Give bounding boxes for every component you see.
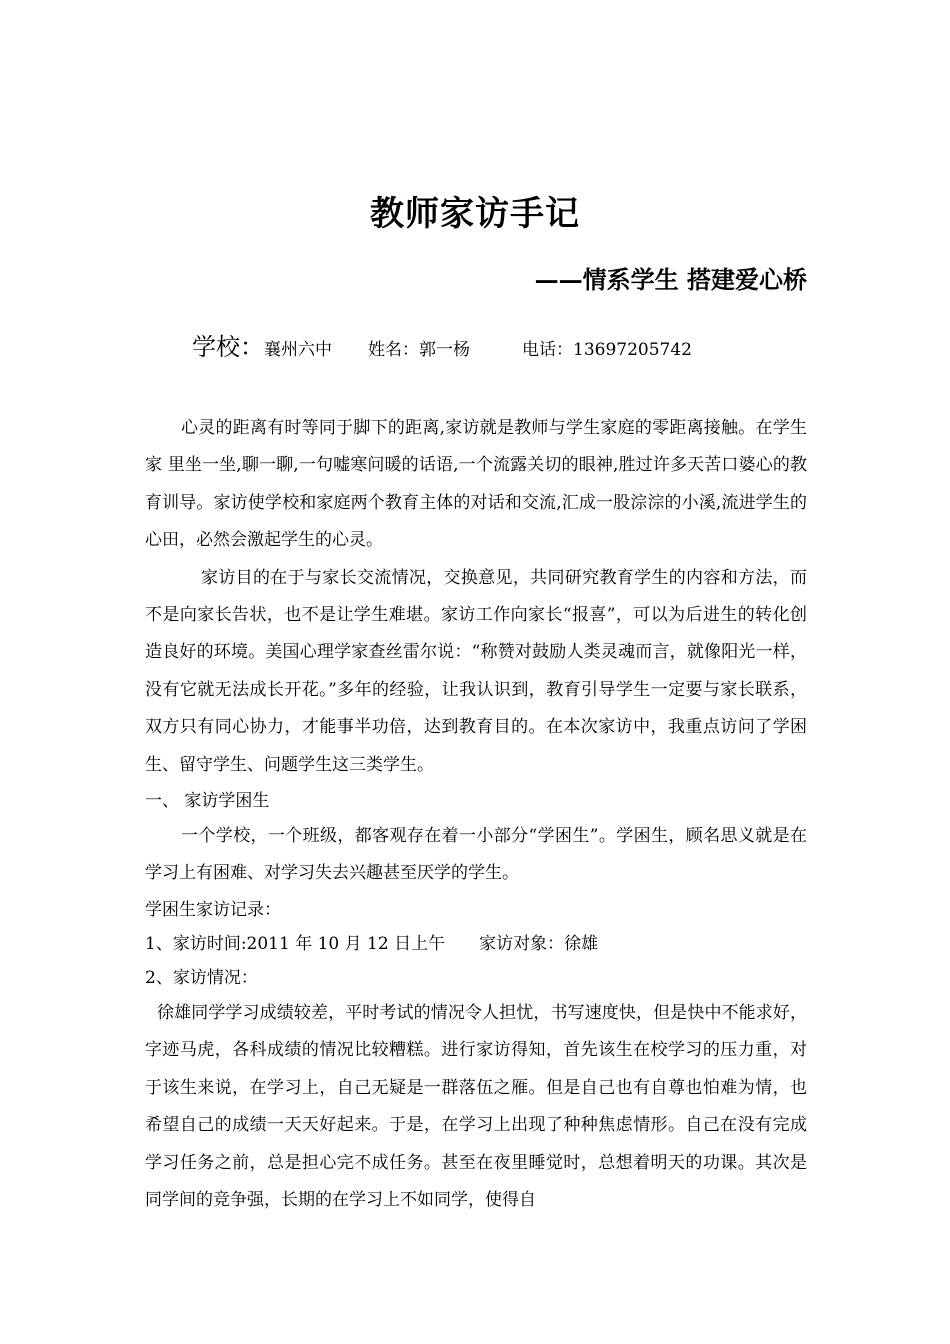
- record-heading: 学困生家访记录：: [145, 899, 281, 920]
- paragraph-purpose: 家访目的在于与家长交流情况，交换意见，共同研究教育学生的内容和方法，而不是向家长告状，也不是让学生难堪。家访工作向家长“报喜”，可以为后进生的转化创造良好的环境。美国心理学家查丝雷尔说：“称赞对鼓励人类灵魂而言，就像阳光一样，没有它就无法成长开花。”多年的经验，让我认识到，教育引导学生一定要与家长联系，双方只有同心协力，才能事半功倍，达到教育目的。在本次家访中，我重点访问了学困生、留守学生、问题学生这三类学生。: [145, 567, 807, 775]
- paragraph-visit-details: 徐雄同学学习成绩较差，平时考试的情况令人担忧，书写速度快，但是快中不能求好，字迹马虎，各科成绩的情况比较糟糕。进行家访得知，首先该生在校学习的压力重，对于该生来说，在学习上，自己无疑是一群落伍之雁。但是自己也有自尊也怕难为情，也希望自己的成绩一天天好起来。于是，在学习上出现了种种焦虑情形。自己在没有完成学习任务之前，总是担心完不成任务。甚至在夜里睡觉时，总想着明天的功课。其次是同学间的竞争强，长期的在学习上不如同学，使得自: [145, 1002, 807, 1210]
- school-value: 襄州六中: [264, 340, 332, 360]
- author-info-line: [192, 330, 692, 367]
- document-subtitle: ——情系学生 搭建爱心桥: [534, 265, 807, 294]
- paragraph-intro: 心灵的距离有时等同于脚下的距离,家访就是教师与学生家庭的零距离接触。在学生家 里坐一坐,聊一聊,一句嘘寒问暖的话语,一个流露关切的眼神,胜过许多天苦口婆心的教育训导。家访使学校和家庭两个教育主体的对话和交流,汇成一股淙淙的小溪,流进学生的心田，必然会激起学生的心灵。: [145, 418, 807, 551]
- school-label: 学校：: [192, 333, 264, 361]
- document-body: [145, 410, 807, 1219]
- phone-label: 电话：: [522, 340, 573, 360]
- record-item-2: 2、家访情况：: [145, 967, 258, 988]
- name-label: 姓名：: [368, 340, 419, 360]
- phone-value: 13697205742: [573, 340, 692, 360]
- section-heading-1: 一、 家访学困生: [145, 791, 270, 812]
- record-item-1: 1、家访时间:2011 年 10 月 12 日上午 家访对象：徐雄: [145, 933, 599, 954]
- name-value: 郭一杨: [419, 340, 470, 360]
- document-title: 教师家访手记: [370, 194, 580, 234]
- paragraph-struggling-students: 一个学校，一个班级，都客观存在着一小部分“学困生”。学困生，顾名思义就是在学习上有困难、对学习失去兴趣甚至厌学的学生。: [145, 826, 807, 884]
